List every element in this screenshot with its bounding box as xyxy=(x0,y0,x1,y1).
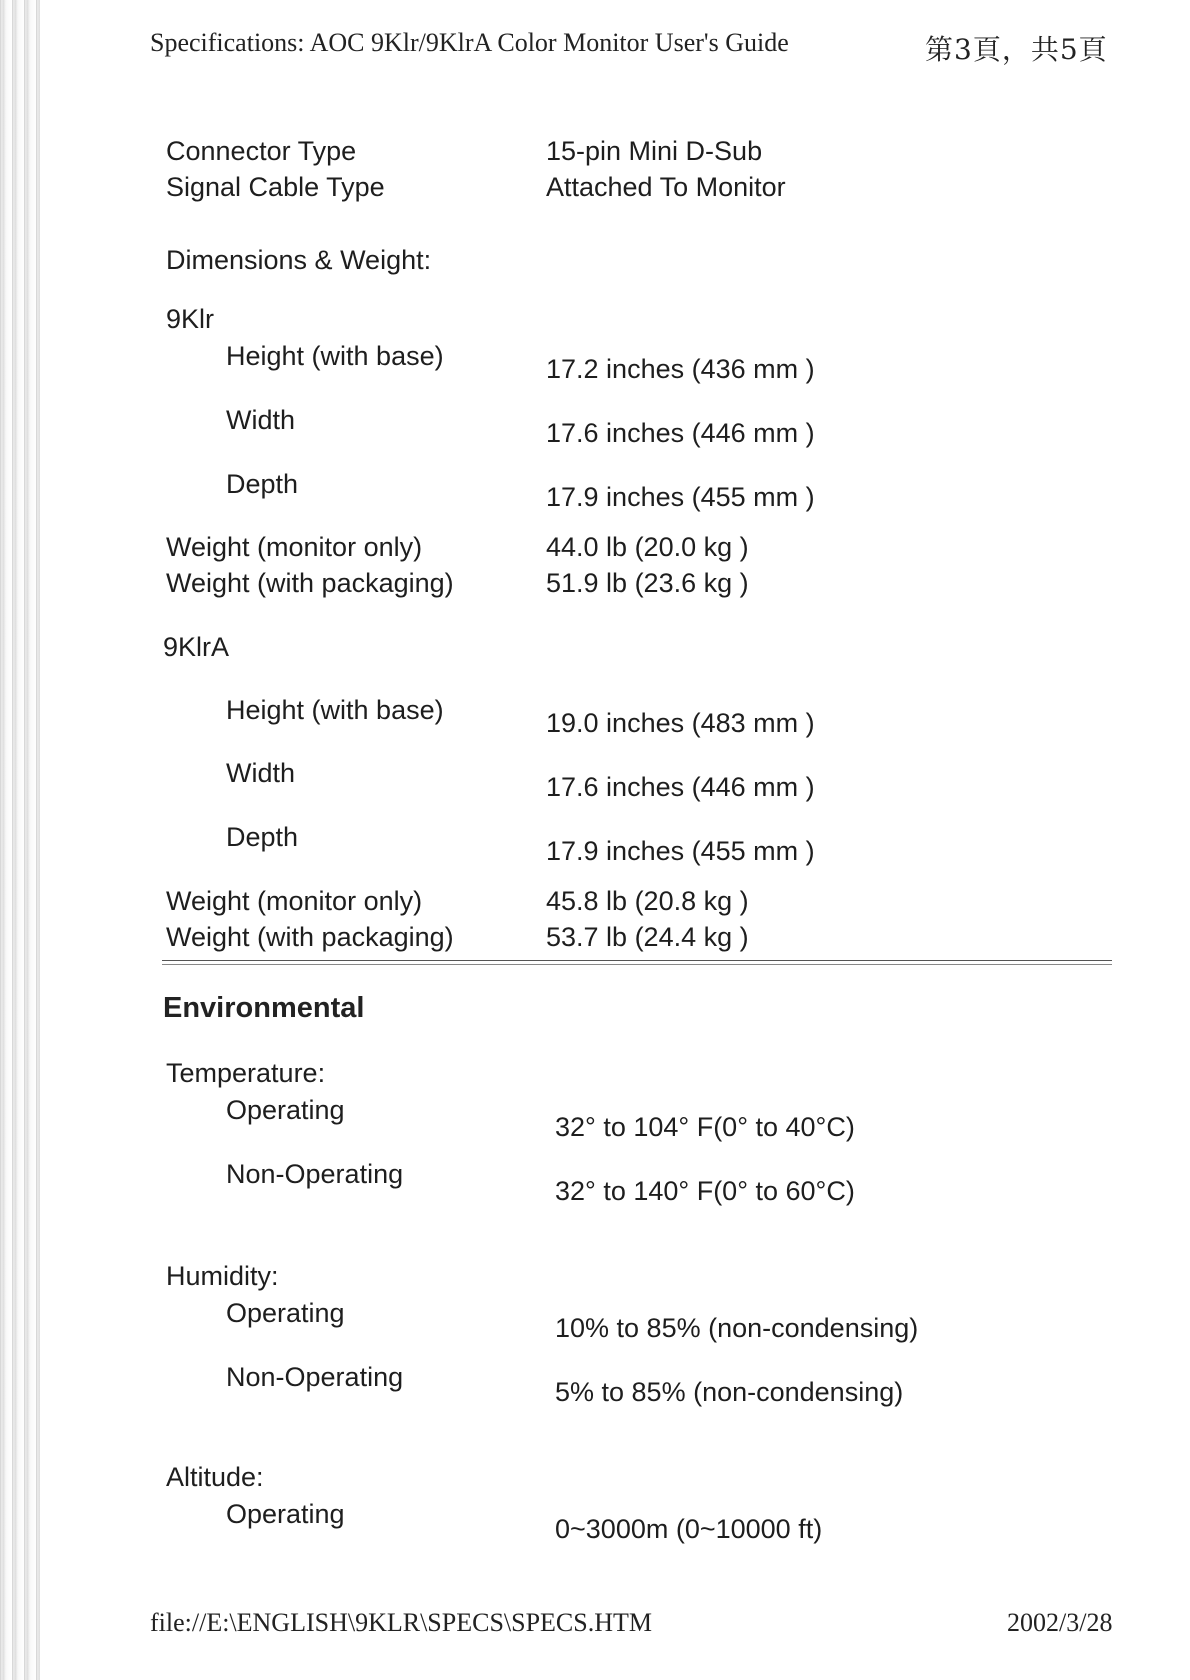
scan-edge xyxy=(0,0,40,1680)
9klra-height-value: 19.0 inches (483 mm ) xyxy=(546,708,815,738)
humidity-label: Humidity: xyxy=(166,1261,279,1291)
model-9klr-name: 9Klr xyxy=(166,304,215,334)
altitude-label: Altitude: xyxy=(166,1462,264,1492)
header-title: Specifications: AOC 9Klr/9KlrA Color Monitor User's Guide xyxy=(150,28,789,57)
9klr-height-label: Height (with base) xyxy=(226,341,444,371)
9klr-weight-packaging-label: Weight (with packaging) xyxy=(166,568,454,598)
9klr-height-value: 17.2 inches (436 mm ) xyxy=(546,354,815,384)
9klr-weight-monitor-label: Weight (monitor only) xyxy=(166,532,423,562)
9klra-weight-monitor-value: 45.8 lb (20.8 kg ) xyxy=(546,886,749,916)
9klra-weight-packaging-label: Weight (with packaging) xyxy=(166,922,454,952)
9klr-width-value: 17.6 inches (446 mm ) xyxy=(546,418,815,448)
temperature-non-operating-label: Non-Operating xyxy=(226,1159,404,1189)
dimensions-heading: Dimensions & Weight: xyxy=(166,245,432,275)
signal-cable-value: Attached To Monitor xyxy=(546,172,786,202)
9klr-depth-label: Depth xyxy=(226,469,299,499)
temperature-operating-label: Operating xyxy=(226,1095,345,1125)
9klr-weight-packaging-value: 51.9 lb (23.6 kg ) xyxy=(546,568,749,598)
header-page-number: 第3頁，共5頁 xyxy=(925,33,1108,66)
temperature-label: Temperature: xyxy=(166,1058,326,1088)
9klra-width-label: Width xyxy=(226,758,296,788)
9klra-depth-label: Depth xyxy=(226,822,299,852)
section-divider xyxy=(162,960,1112,965)
9klra-height-label: Height (with base) xyxy=(226,695,444,725)
humidity-non-operating-label: Non-Operating xyxy=(226,1362,404,1392)
9klr-depth-value: 17.9 inches (455 mm ) xyxy=(546,482,815,512)
temperature-operating-value: 32° to 104° F(0° to 40°C) xyxy=(555,1112,855,1142)
temperature-non-operating-value: 32° to 140° F(0° to 60°C) xyxy=(555,1176,855,1206)
humidity-operating-label: Operating xyxy=(226,1298,345,1328)
9klra-weight-packaging-value: 53.7 lb (24.4 kg ) xyxy=(546,922,749,952)
humidity-operating-value: 10% to 85% (non-condensing) xyxy=(555,1313,919,1343)
9klr-width-label: Width xyxy=(226,405,296,435)
environmental-heading: Environmental xyxy=(163,992,365,1024)
humidity-non-operating-value: 5% to 85% (non-condensing) xyxy=(555,1377,904,1407)
connector-type-label: Connector Type xyxy=(166,136,357,166)
model-9klra-name: 9KlrA xyxy=(163,632,230,662)
connector-type-value: 15-pin Mini D-Sub xyxy=(546,136,763,166)
9klra-weight-monitor-label: Weight (monitor only) xyxy=(166,886,423,916)
altitude-operating-label: Operating xyxy=(226,1499,345,1529)
9klra-width-value: 17.6 inches (446 mm ) xyxy=(546,772,815,802)
9klra-depth-value: 17.9 inches (455 mm ) xyxy=(546,836,815,866)
altitude-operating-value: 0~3000m (0~10000 ft) xyxy=(555,1514,823,1544)
9klr-weight-monitor-value: 44.0 lb (20.0 kg ) xyxy=(546,532,749,562)
signal-cable-label: Signal Cable Type xyxy=(166,172,385,202)
footer-file-path: file://E:\ENGLISH\9KLR\SPECS\SPECS.HTM xyxy=(150,1608,653,1637)
footer-date: 2002/3/28 xyxy=(1007,1608,1113,1637)
